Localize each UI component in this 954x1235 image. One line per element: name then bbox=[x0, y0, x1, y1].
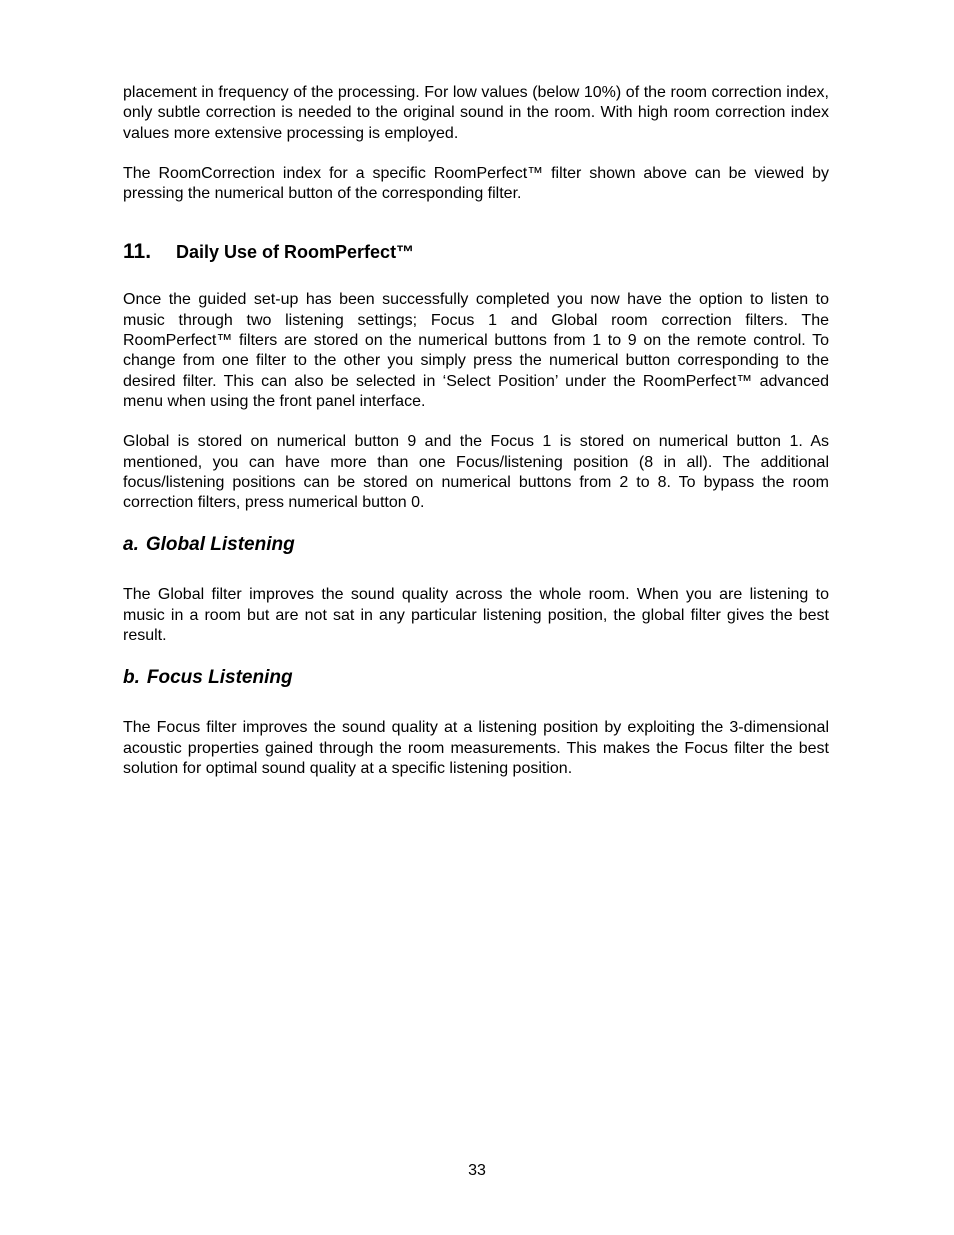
subsection-heading-focus bbox=[123, 666, 829, 690]
paragraph-button-storage: Global is stored on numerical button 9 and the Focus 1 is stored on numerical button 1. As mentioned, you can have more than one Focus/listening position (8 in all). The additional focus/listening positions can be stored on numerical buttons from 2 to 8. To bypass the room correction filters, press numerical button 0. bbox=[123, 433, 829, 512]
paragraph-room-correction-index: placement in frequency of the processing. For low values (below 10%) of the room correction index, only subtle correction is needed to the original sound in the room. With high room correction index values more extensive processing is employed. bbox=[123, 84, 829, 142]
paragraph-focus-listening: The Focus filter improves the sound quality at a listening position by exploiting the 3-dimensional acoustic properties gained through the room measurements. This makes the Focus filter the best solution for optimal sound quality at a specific listening position. bbox=[123, 719, 829, 777]
subsection-letter-b: b. bbox=[123, 667, 140, 689]
paragraph-daily-use: Once the guided set-up has been successfully completed you now have the option to listen to music through two listening settings; Focus 1 and Global room correction filters. The RoomPerfect™ filters are stored on the numerical buttons from 1 to 9 on the remote control. To change from one filter to the other you simply press the numerical button corresponding to the desired filter. This can also be selected in ‘Select Position’ under the RoomPerfect™ advanced menu when using the front panel interface. bbox=[123, 291, 829, 410]
section-title: Daily Use of RoomPerfect™ bbox=[176, 242, 415, 263]
paragraph-viewing-index: The RoomCorrection index for a specific RoomPerfect™ filter shown above can be viewed by pressing the numerical button of the corresponding filter. bbox=[123, 164, 829, 203]
document-page bbox=[123, 83, 829, 779]
subsection-title-focus: Focus Listening bbox=[146, 667, 293, 689]
paragraph-global-listening: The Global filter improves the sound quality across the whole room. When you are listening to music in a room but are not sat in any particular listening position, the global filter gives the best result. bbox=[123, 586, 829, 645]
subsection-letter-a: a. bbox=[123, 534, 139, 556]
page-number: 33 bbox=[468, 1162, 486, 1179]
section-number: 11. bbox=[123, 240, 152, 264]
subsection-title-global: Global Listening bbox=[145, 534, 295, 556]
subsection-heading-global bbox=[123, 533, 829, 557]
section-heading bbox=[123, 240, 829, 264]
